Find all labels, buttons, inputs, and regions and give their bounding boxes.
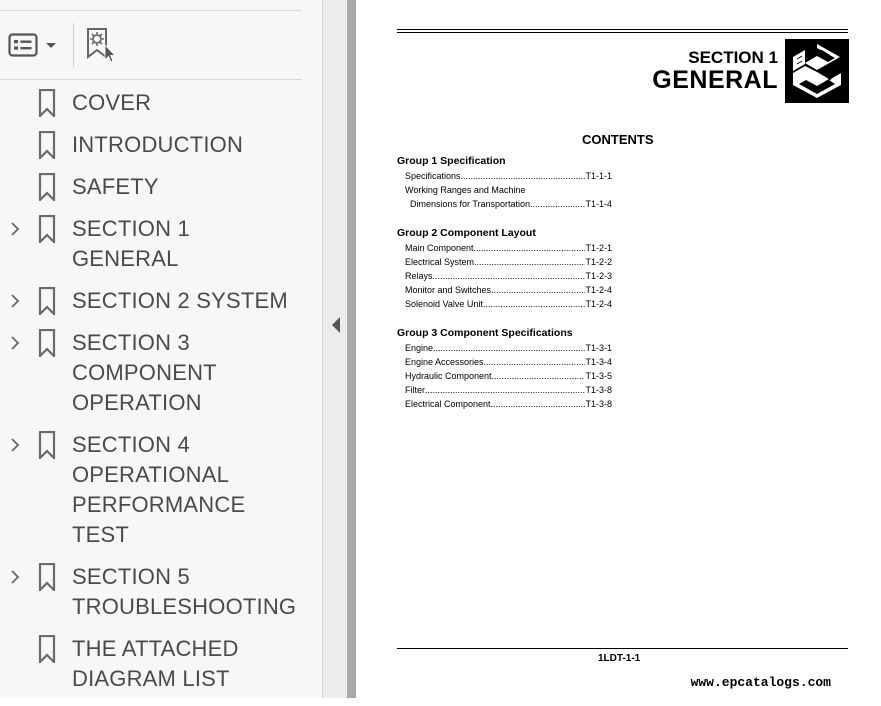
bookmark-label: INTRODUCTION: [72, 132, 244, 157]
splitter-edge: [347, 0, 356, 698]
bookmark-item[interactable]: [0, 562, 322, 622]
toc-entry-page: T1-1-4: [585, 199, 612, 209]
toc-entry[interactable]: [397, 397, 612, 411]
expander-spacer: [0, 634, 30, 664]
toc-entry-page: T1-2-4: [585, 299, 612, 309]
header-rule: [397, 29, 848, 30]
toc-entry-title: Hydraulic Component: [405, 371, 492, 381]
chevron-right-icon[interactable]: [0, 328, 30, 358]
toc-entry[interactable]: [397, 369, 612, 383]
footer-rule: [397, 648, 848, 649]
toc-leader-dots: [474, 255, 585, 269]
toc-group-title: Group 1 Specification: [397, 155, 506, 167]
section-logo: [785, 39, 849, 103]
toc-entry-page: T1-3-1: [585, 343, 612, 353]
expander-spacer: [0, 88, 30, 118]
toc-entry[interactable]: [397, 169, 612, 183]
bookmark-icon: [32, 328, 62, 358]
toc-entry[interactable]: [397, 255, 612, 269]
bookmark-item[interactable]: [0, 172, 322, 202]
find-bookmark-button[interactable]: [84, 27, 124, 63]
toc-entry-page: T1-2-4: [585, 285, 612, 295]
toc-entry-title: Relays: [405, 271, 433, 281]
toc-entry[interactable]: [397, 383, 612, 397]
toc-leader-dots: [484, 355, 586, 369]
toc-entry-page: T1-2-1: [585, 243, 612, 253]
bookmark-item[interactable]: [0, 130, 322, 160]
bookmark-icon: [32, 88, 62, 118]
chevron-right-icon[interactable]: [0, 214, 30, 244]
expander-spacer: [0, 130, 30, 160]
toc-group-title: Group 2 Component Layout: [397, 227, 536, 239]
toc-leader-dots: [491, 283, 585, 297]
toc-leader-dots: [525, 183, 612, 197]
watermark-text: www.epcatalogs.com: [690, 675, 831, 690]
bookmark-item[interactable]: [0, 286, 322, 316]
toc-entry-title: Solenoid Valve Unit: [405, 299, 483, 309]
chevron-right-icon[interactable]: [0, 430, 30, 460]
bookmark-item[interactable]: [0, 430, 322, 550]
section-title: GENERAL: [652, 66, 778, 94]
collapse-panel-icon[interactable]: [329, 314, 343, 336]
document-page: [356, 0, 881, 698]
toc-entry-title: Electrical System: [405, 257, 475, 267]
toc-leader-dots: [492, 369, 586, 383]
toc-leader-dots: [491, 397, 586, 411]
bookmark-label: THE ATTACHED DIAGRAM LIST: [72, 636, 239, 691]
toc-entry[interactable]: [397, 241, 612, 255]
toc-entry-page: T1-3-5: [585, 371, 612, 381]
toc-entry-page: T1-1-1: [585, 171, 612, 181]
bookmark-icon: [32, 634, 62, 664]
bookmark-item[interactable]: [0, 634, 322, 694]
chevron-right-icon[interactable]: [0, 286, 30, 316]
bookmark-label: SECTION 5 TROUBLESHOOTING: [72, 564, 297, 619]
toc-entry[interactable]: [397, 269, 612, 283]
toc-entry[interactable]: [397, 341, 612, 355]
toolbar-separator: [73, 23, 74, 67]
bookmark-label: COVER: [72, 90, 152, 115]
bookmark-label: SECTION 1 GENERAL: [72, 216, 190, 271]
toc-leader-dots: [433, 269, 586, 283]
bookmark-label: SECTION 4 OPERATIONAL PERFORMANCE TEST: [72, 432, 246, 547]
toc-entry-page: T1-2-3: [585, 271, 612, 281]
bookmark-options-icon: [8, 32, 40, 58]
section-number: SECTION 1: [688, 48, 778, 67]
bookmark-item[interactable]: [0, 328, 322, 418]
toc-leader-dots: [461, 169, 586, 183]
bookmark-label: SAFETY: [72, 174, 159, 199]
header-rule-secondary: [397, 32, 848, 33]
find-bookmark-icon: [84, 27, 118, 63]
toc-entry-title: Working Ranges and Machine: [405, 185, 526, 195]
toc-entry[interactable]: [397, 183, 612, 197]
bookmark-icon: [32, 430, 62, 460]
toc-entry[interactable]: [397, 297, 612, 311]
bookmark-label: SECTION 3 COMPONENT OPERATION: [72, 330, 217, 415]
section-s-logo-icon: [785, 39, 849, 103]
toc-entry-title: Filter: [405, 385, 425, 395]
chevron-right-icon[interactable]: [0, 562, 30, 592]
toc-entry-page: T1-3-8: [585, 399, 612, 409]
page-number: 1LDT-1-1: [598, 653, 641, 664]
toc-entry-title: Specifications: [405, 171, 461, 181]
expander-spacer: [0, 172, 30, 202]
bookmark-icon: [32, 214, 62, 244]
toc-leader-dots: [433, 341, 585, 355]
bookmark-options-button[interactable]: [8, 27, 64, 63]
chevron-down-icon: [44, 32, 58, 58]
toc-entry-page: T1-3-4: [585, 357, 612, 367]
toc-leader-dots: [483, 297, 586, 311]
table-of-contents: [397, 155, 612, 411]
toc-leader-dots: [425, 383, 585, 397]
bookmark-item[interactable]: [0, 88, 322, 118]
bookmarks-panel: [0, 0, 323, 698]
toc-entry-title: Dimensions for Transportation: [410, 199, 531, 209]
bookmark-icon: [32, 562, 62, 592]
toc-entry-title: Electrical Component: [405, 399, 491, 409]
bookmark-list: [0, 88, 322, 706]
toc-leader-dots: [530, 197, 585, 211]
toc-entry-page: T1-2-2: [585, 257, 612, 267]
bookmark-item[interactable]: [0, 214, 322, 274]
toc-entry-title: Engine Accessories: [405, 357, 484, 367]
toc-entry-title: Engine: [405, 343, 434, 353]
toc-entry-page: T1-3-8: [585, 385, 612, 395]
toc-entry-title: Monitor and Switches: [405, 285, 492, 295]
bookmark-label: SECTION 2 SYSTEM: [72, 288, 288, 313]
toc-entry[interactable]: [397, 283, 612, 297]
bookmarks-toolbar: [0, 10, 302, 80]
toc-entry[interactable]: [397, 197, 612, 211]
toc-entry[interactable]: [397, 355, 612, 369]
toc-entry-title: Main Component: [405, 243, 474, 253]
bookmark-icon: [32, 130, 62, 160]
toc-leader-dots: [474, 241, 586, 255]
contents-heading: CONTENTS: [582, 132, 654, 147]
bookmark-icon: [32, 286, 62, 316]
panel-splitter[interactable]: [323, 0, 347, 698]
toc-group-title: Group 3 Component Specifications: [397, 327, 573, 339]
bookmark-icon: [32, 172, 62, 202]
